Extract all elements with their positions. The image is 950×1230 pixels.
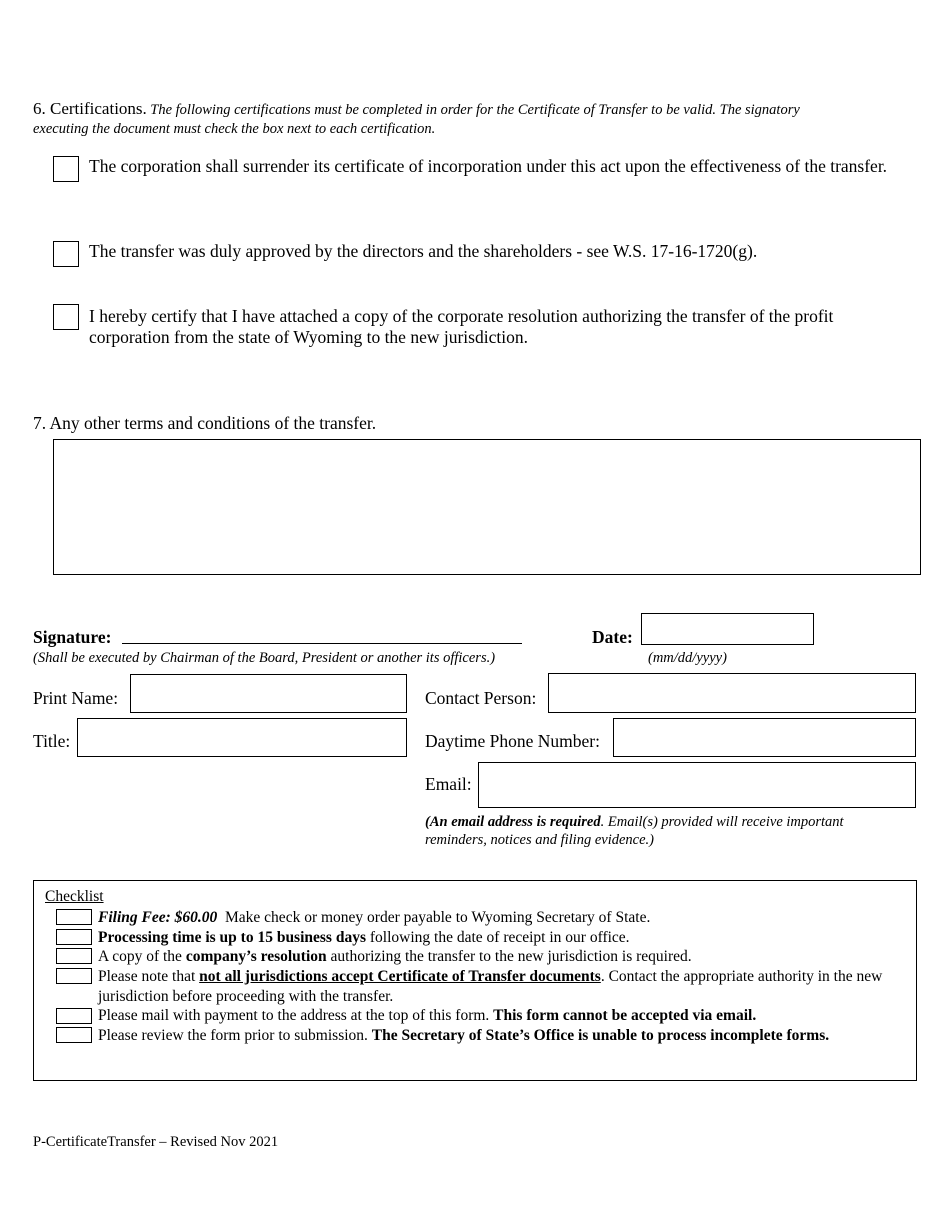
email-note-detail: . Email(s) provided will receive important reminders, notices and filing evidence.) bbox=[425, 814, 844, 848]
print-name-label: Print Name: bbox=[33, 688, 119, 708]
checklist-item-3-bold: company’s resolution bbox=[185, 948, 327, 965]
checklist-item-5-bold: This form cannot be accepted via email. bbox=[493, 1007, 757, 1024]
email-note-required: (An email address is required bbox=[425, 814, 601, 830]
checklist-item-4-pre: Please note that bbox=[98, 968, 200, 985]
checklist-checkbox-3[interactable] bbox=[56, 948, 92, 964]
checklist-checkbox-1[interactable] bbox=[56, 909, 92, 925]
checklist-item-5 bbox=[98, 1006, 918, 1026]
date-label: Date: bbox=[592, 627, 633, 647]
checklist-item-6-pre: Please review the form prior to submission. bbox=[98, 1027, 372, 1044]
checklist-item-1-bold: Filing Fee: $60.00 bbox=[98, 909, 218, 926]
checklist-checkbox-4[interactable] bbox=[56, 968, 92, 984]
checklist-item-6-bold: The Secretary of State’s Office is unable to process incomplete forms. bbox=[371, 1027, 830, 1044]
title-label: Title: bbox=[33, 731, 71, 751]
checklist-item-6 bbox=[98, 1026, 918, 1046]
print-name-field[interactable] bbox=[130, 674, 407, 713]
contact-person-field[interactable] bbox=[548, 673, 916, 713]
section-6-title: 6. Certifications. bbox=[33, 99, 147, 118]
form-revision-footer: P-CertificateTransfer – Revised Nov 2021 bbox=[33, 1134, 279, 1150]
certification-text-2: The transfer was duly approved by the directors and the shareholders - see W.S. 17-16-1720(g). bbox=[89, 241, 758, 261]
checklist-item-4 bbox=[98, 967, 918, 1006]
email-label: Email: bbox=[425, 774, 472, 794]
signature-line[interactable] bbox=[122, 643, 522, 644]
certification-checkbox-2[interactable] bbox=[53, 241, 79, 267]
checklist-item-5-pre: Please mail with payment to the address at the top of this form. bbox=[98, 1007, 494, 1024]
checklist-item-3-pre: A copy of the bbox=[98, 948, 186, 965]
signature-note: (Shall be executed by Chairman of the Board, President or another its officers.) bbox=[33, 650, 496, 666]
checklist-item-1-rest: Make check or money order payable to Wyoming Secretary of State. bbox=[217, 909, 651, 926]
title-field[interactable] bbox=[77, 718, 407, 757]
signature-label: Signature: bbox=[33, 627, 112, 647]
contact-person-label: Contact Person: bbox=[425, 688, 537, 708]
checklist-checkbox-5[interactable] bbox=[56, 1008, 92, 1024]
section-6-note: The following certifications must be completed in order for the Certificate of Transfer to be valid. The signatory executing the document must check the box next to each certification. bbox=[33, 102, 800, 137]
checklist-checkbox-6[interactable] bbox=[56, 1027, 92, 1043]
checklist-item-3-rest: authorizing the transfer to the new jurisdiction is required. bbox=[326, 948, 692, 965]
certification-text-3: I hereby certify that I have attached a copy of the corporate resolution authorizing the transfer of the profit corporation from the state of Wyoming to the new jurisdiction. bbox=[89, 306, 834, 347]
checklist-checkbox-2[interactable] bbox=[56, 929, 92, 945]
email-field[interactable] bbox=[478, 762, 916, 808]
checklist-item-2-bold: Processing time is up to 15 business days bbox=[98, 929, 366, 946]
checklist-item-2 bbox=[98, 928, 918, 948]
date-format-note: (mm/dd/yyyy) bbox=[648, 650, 727, 666]
section-6-heading bbox=[33, 100, 823, 139]
checklist-title: Checklist bbox=[45, 888, 104, 905]
checklist-item-1 bbox=[98, 908, 918, 928]
section-7-heading: 7. Any other terms and conditions of the transfer. bbox=[33, 413, 377, 433]
certification-text-1: The corporation shall surrender its certificate of incorporation under this act upon the effectiveness of the transfer. bbox=[89, 156, 888, 176]
checklist-item-3 bbox=[98, 947, 918, 967]
certification-checkbox-3[interactable] bbox=[53, 304, 79, 330]
email-note bbox=[425, 813, 895, 849]
checklist-item-2-rest: following the date of receipt in our office. bbox=[366, 929, 630, 946]
checklist-item-4-rest: . Contact the appropriate authority in the new jurisdiction before proceeding with the transfer. bbox=[98, 968, 883, 1005]
date-field[interactable] bbox=[641, 613, 814, 645]
phone-field[interactable] bbox=[613, 718, 916, 757]
checklist-item-4-bold: not all jurisdictions accept Certificate of Transfer documents bbox=[199, 968, 601, 985]
certification-checkbox-1[interactable] bbox=[53, 156, 79, 182]
phone-label: Daytime Phone Number: bbox=[425, 731, 600, 751]
terms-conditions-field[interactable] bbox=[53, 439, 921, 575]
